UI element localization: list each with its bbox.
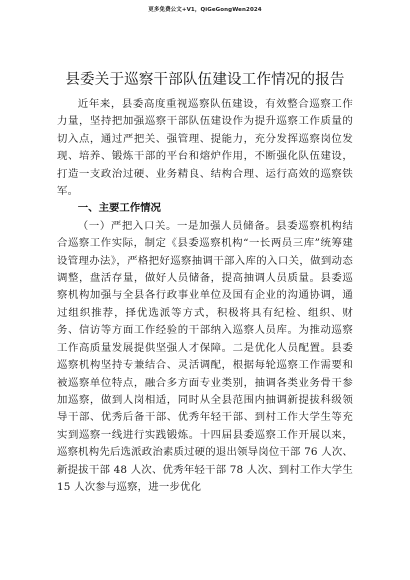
document-page: [57, 70, 353, 496]
section-heading: 一、主要工作情况: [77, 202, 161, 215]
watermark-header: 更多免费公文+V1，QiGeGongWen2024: [148, 7, 262, 13]
intro-paragraph: 近年来，县委高度重视巡察队伍建设，有效整合巡察工作力量，坚持把加强巡察干部队伍建设作为提升巡察工作质量的切入点，通过严把关、强管理、提能力，充分发挥巡察岗位发现、培养、锻炼干部的平台和熔炉作用，不断强化队伍建设，打造一支政治过硬、业务精良、结构合理、运行高效的巡察铁军。: [57, 98, 353, 198]
body-paragraph: （一）严把入口关。一是加强人员储备。县委巡察机构结合巡察工作实际，制定《县委巡察机构“一长两员三库”统筹建设管理办法》，严格把好巡察抽调干部入库的入口关，做到动态调整，盘活存量，做好人员储备，提高抽调人员质量。县委巡察机构加强与全县各行政事业单位及国有企业的沟通协调，通过组织推荐，择优选派等方式，积极将具有纪检、组织、财务、信访等方面工作经验的干部纳入巡察人员库。为推动巡察工作高质量发展提供坚强人才保障。二是优化人员配置。县委巡察机构坚持专兼结合、灵活调配，根据每轮巡察工作需要和被巡察单位特点，融合多方面专业类别，抽调各类业务骨干参加巡察，做到人岗相适，同时从全县范围内抽调新提拔科级领导干部、优秀后备干部、优秀年轻干部、到村工作大学生等充实到巡察一线进行实践锻炼。十四届县委巡察工作开展以来，巡察机构先后选派政治素质过硬的退出领导岗位干部 76 人次、新提拔干部 48 人次、优秀年轻干部 78 人次、到村工作大学生 15 人次参与巡察，进一步优化: [57, 219, 353, 493]
document-title: 县委关于巡察干部队伍建设工作情况的报告: [65, 72, 345, 88]
